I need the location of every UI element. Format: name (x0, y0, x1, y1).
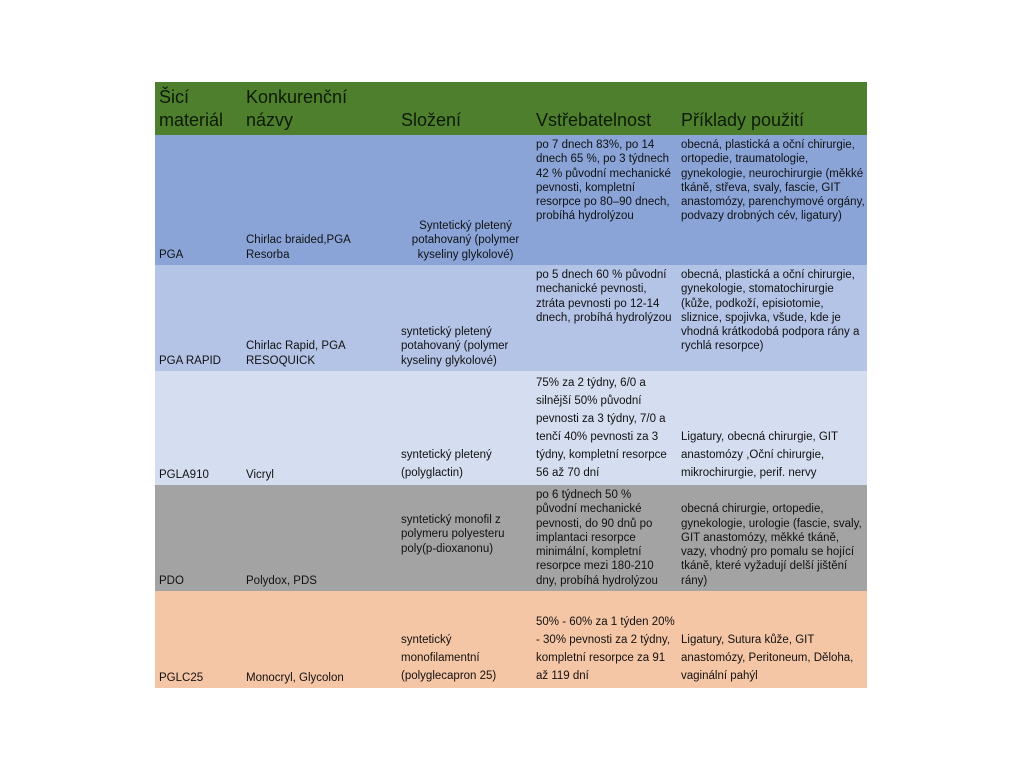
row-pgla910-absorption: 75% za 2 týdny, 6/0 a silnější 50% původní pevnosti za 3 týdny, 7/0 a tenčí 40% pevnosti za 3 týdny, kompletní resorpce 56 až 70 dní (532, 371, 677, 485)
suture-materials-table (155, 82, 867, 688)
row-pglc25-absorption: 50% - 60% za 1 týden 20% - 30% pevnosti za 2 týdny, kompletní resorpce za 91 až 119 dní (532, 591, 677, 688)
row-pga-material: PGA (155, 135, 242, 265)
row-pga-rapid-composition: syntetický pletený potahovaný (polymer kyseliny glykolové) (397, 265, 532, 371)
row-pglc25-usage: Ligatury, Sutura kůže, GIT anastomózy, Peritoneum, Děloha, vaginální pahýl (677, 591, 867, 688)
row-pga-rapid-usage: obecná, plastická a oční chirurgie, gynekologie, stomatochirurgie (kůže, podkoží, episiotomie, sliznice, spojivka, všude, kde je vhodná krátkodobá podpora rány a rychlá resorpce) (677, 265, 867, 371)
row-pdo-names: Polydox, PDS (242, 485, 397, 591)
row-pdo-material: PDO (155, 485, 242, 591)
row-pga-rapid-material: PGA RAPID (155, 265, 242, 371)
row-pgla910-material: PGLA910 (155, 371, 242, 485)
row-pga-names: Chirlac braided,PGA Resorba (242, 135, 397, 265)
row-pgla910-usage: Ligatury, obecná chirurgie, GIT anastomózy ,Oční chirurgie, mikrochirurgie, perif. nervy (677, 371, 867, 485)
header-material: Šicí materiál (155, 82, 242, 135)
row-pdo-usage: obecná chirurgie, ortopedie, gynekologie, urologie (fascie, svaly, GIT anastomózy, měkké tkáně, vazy, vhodný pro pomalu se hojící tkáně, které vyžadují delší jištění rány) (677, 485, 867, 591)
row-pglc25-names: Monocryl, Glycolon (242, 591, 397, 688)
header-composition: Složení (397, 82, 532, 135)
row-pglc25-material: PGLC25 (155, 591, 242, 688)
row-pga-absorption: po 7 dnech 83%, po 14 dnech 65 %, po 3 týdnech 42 % původní mechanické pevnosti, kompletní resorpce po 80–90 dnech, probíhá hydrolýzou (532, 135, 677, 265)
row-pgla910-composition: syntetický pletený (polyglactin) (397, 371, 532, 485)
header-absorption: Vstřebatelnost (532, 82, 677, 135)
row-pgla910-names: Vicryl (242, 371, 397, 485)
row-pdo-composition: syntetický monofil z polymeru polyesteru poly(p-dioxanonu) (397, 485, 532, 591)
row-pga-rapid-absorption: po 5 dnech 60 % původní mechanické pevnosti, ztráta pevnosti po 12-14 dnech, probíhá hydrolýzou (532, 265, 677, 371)
row-pglc25-composition: syntetický monofilamentní (polyglecapron 25) (397, 591, 532, 688)
row-pdo-absorption: po 6 týdnech 50 % původní mechanické pevnosti, do 90 dnů po implantaci resorpce minimální, kompletní resorpce mezi 180-210 dny, probíhá hydrolýzou (532, 485, 677, 591)
header-usage: Příklady použití (677, 82, 867, 135)
row-pga-rapid-names: Chirlac Rapid, PGA RESOQUICK (242, 265, 397, 371)
header-names: Konkurenční názvy (242, 82, 397, 135)
row-pga-usage: obecná, plastická a oční chirurgie, ortopedie, traumatologie, gynekologie, neurochirurgie (měkké tkáně, střeva, svaly, fascie, GIT anastomózy, parenchymové orgány, podvazy drobných cév, ligatury) (677, 135, 867, 265)
row-pga-composition: Syntetický pletený potahovaný (polymer kyseliny glykolové) (397, 135, 532, 265)
